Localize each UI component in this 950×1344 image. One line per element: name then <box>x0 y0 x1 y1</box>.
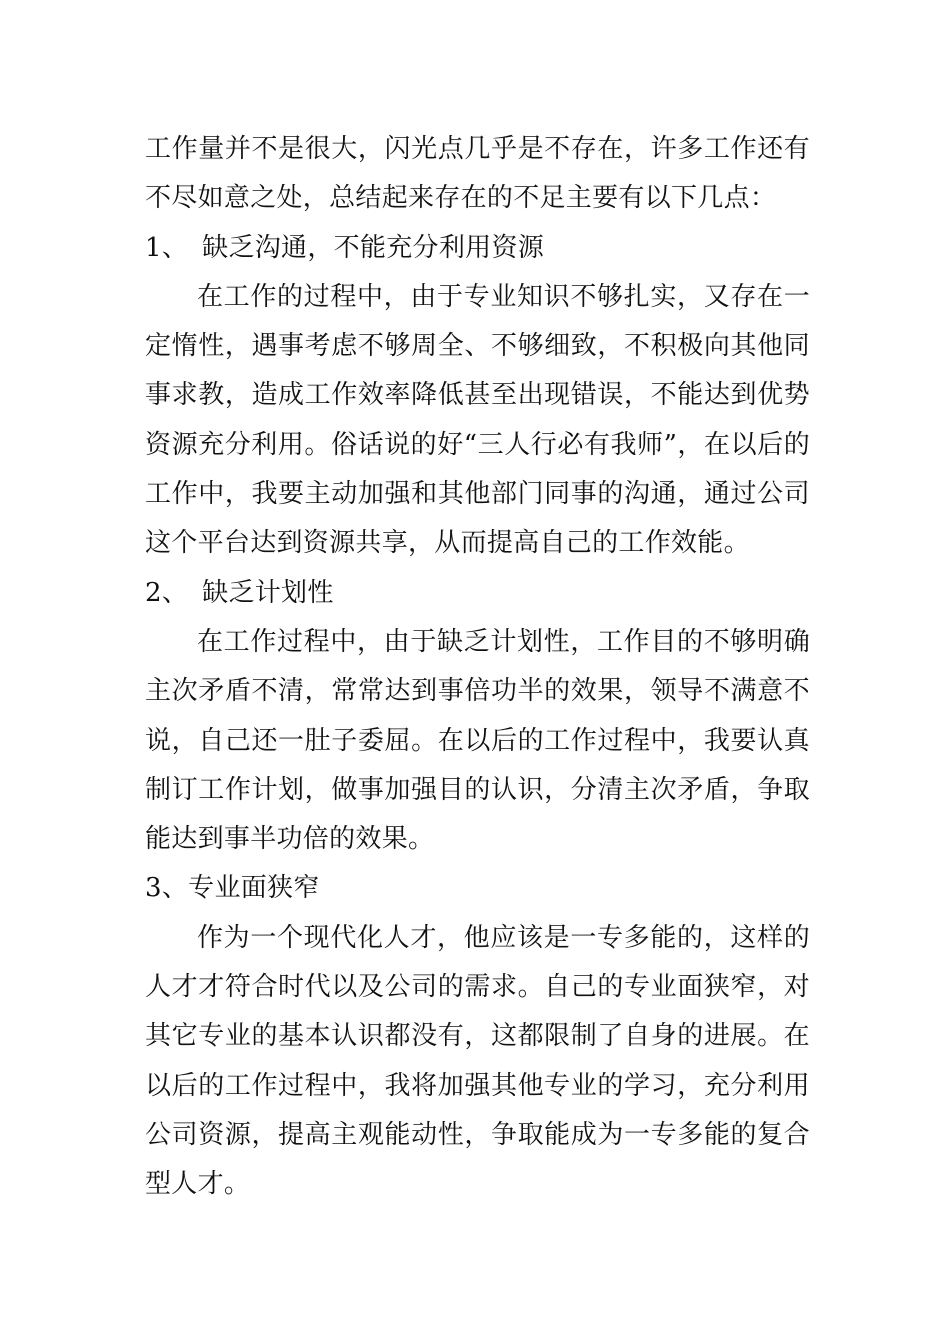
section-number: 2、 <box>145 577 189 608</box>
section-number: 1、 <box>145 232 189 263</box>
paragraph-specialty: 作为一个现代化人才，他应该是一专多能的，这样的人才才符合时代以及公司的需求。自己的专业面狭窄，对其它专业的基本认识都没有，这都限制了自身的进展。在以后的工作过程中，我将加强其他专业的学习，充分利用公司资源，提高主观能动性，争取能成为一专多能的复合型人才。 <box>145 922 810 1200</box>
section-heading-3 <box>145 864 810 913</box>
section-title: 专业面狭窄 <box>188 873 320 904</box>
paragraph-communication: 在工作的过程中，由于专业知识不够扎实，又存在一定惰性，遇事考虑不够周全、不够细致，不积极向其他同事求教，造成工作效率降低甚至出现错误，不能达到优势资源充分利用。俗话说的好“三人行必有我师”，在以后的工作中，我要主动加强和其他部门同事的沟通，通过公司这个平台达到资源共享，从而提高自己的工作效能。 <box>145 281 810 559</box>
document-body <box>145 125 810 1210</box>
section-title: 缺乏沟通，不能充分利用资源 <box>202 232 545 263</box>
paragraph-planning: 在工作过程中，由于缺乏计划性，工作目的不够明确主次矛盾不清，常常达到事倍功半的效果，领导不满意不说，自己还一肚子委屈。在以后的工作过程中，我要认真制订工作计划，做事加强目的认识，分清主次矛盾，争取能达到事半功倍的效果。 <box>145 626 810 855</box>
section-title: 缺乏计划性 <box>202 577 334 608</box>
section-number: 3、 <box>145 873 189 904</box>
section-heading-2 <box>145 569 810 618</box>
section-heading-1 <box>145 224 810 273</box>
paragraph-intro: 工作量并不是很大，闪光点几乎是不存在，许多工作还有不尽如意之处，总结起来存在的不足主要有以下几点： <box>145 134 810 214</box>
